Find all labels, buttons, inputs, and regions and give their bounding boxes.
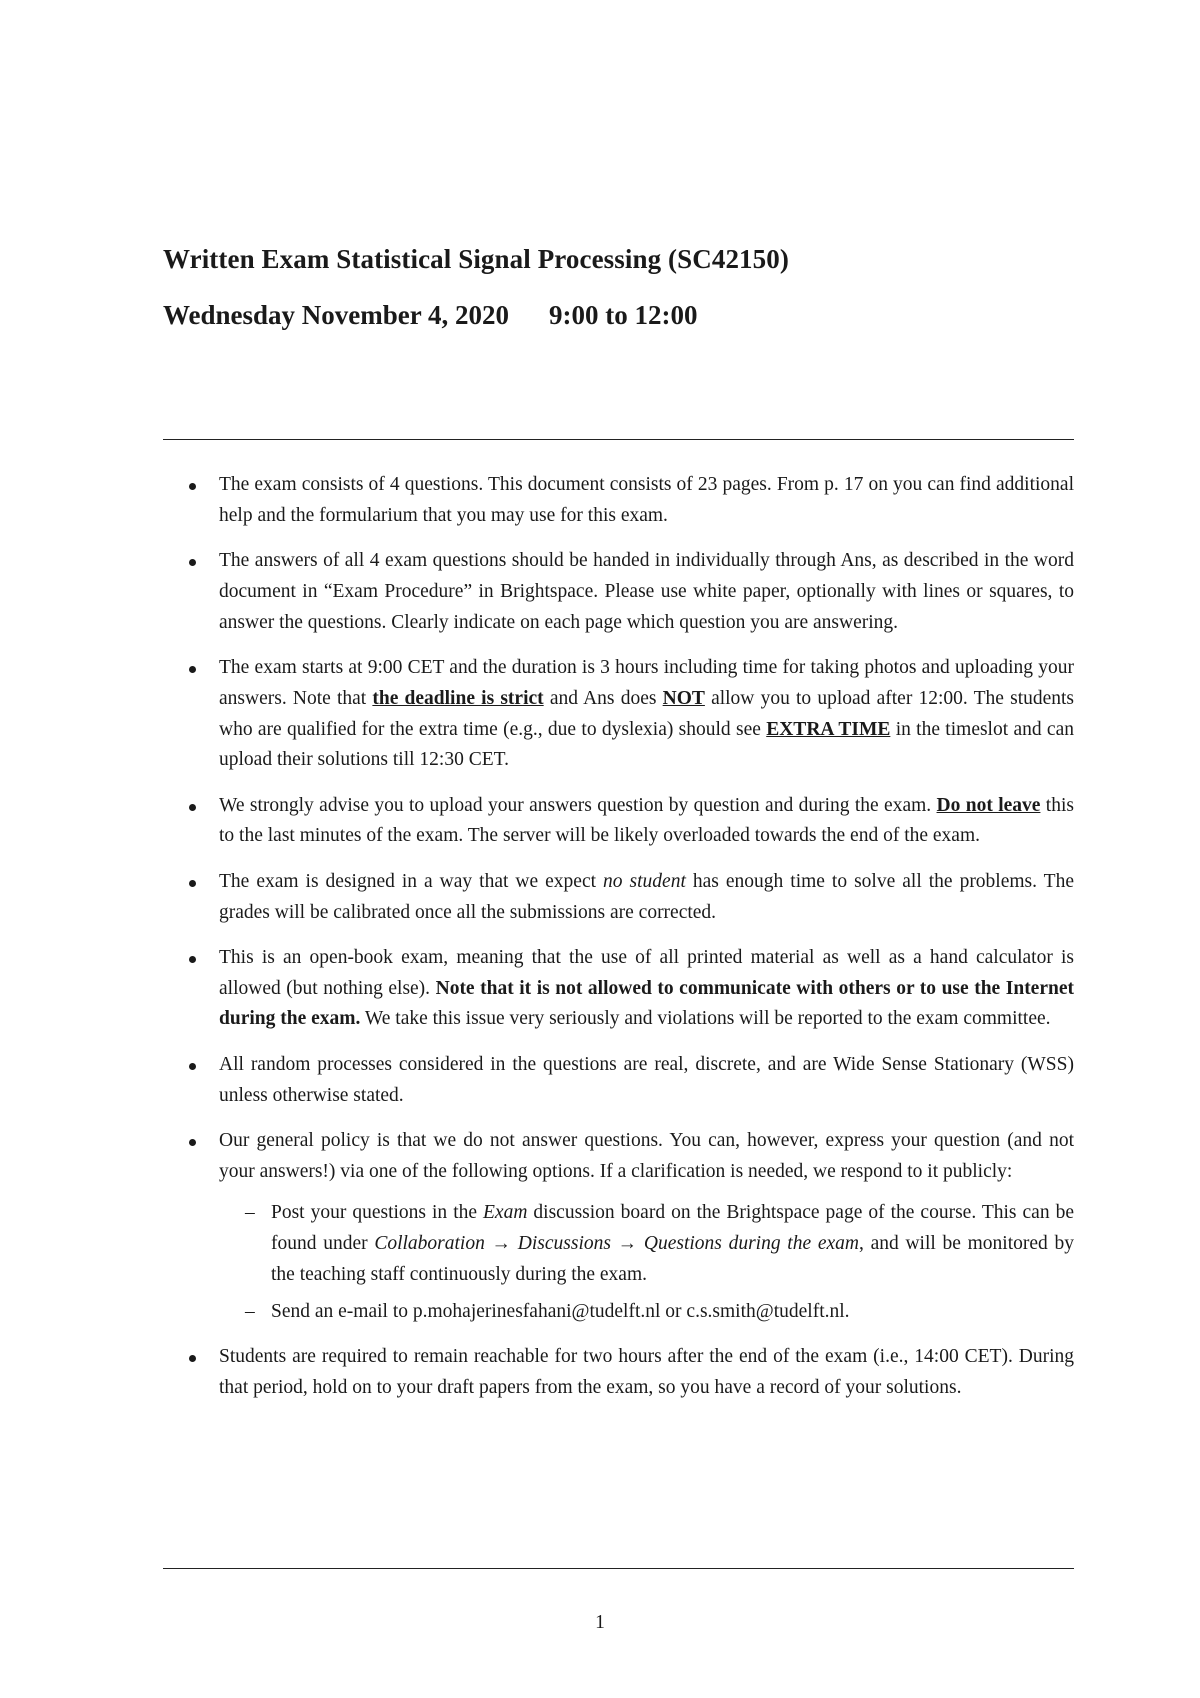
item-text: and Ans does [543, 687, 663, 709]
instruction-item-reachability [163, 1342, 1074, 1404]
instruction-item-open-book [163, 943, 1074, 1035]
item-text: The exam is designed in a way that we expect [219, 870, 604, 892]
page-title: Written Exam Statistical Signal Processing (SC42150) [163, 244, 789, 274]
bottom-divider [163, 1568, 1074, 1569]
instruction-item-exam-overview [163, 470, 1074, 532]
item-text: Students are required to remain reachable for two hours after the end of the exam (i.e., 14:00 CET). During that period, hold on to your draft papers from the exam, so you have a record of your solutions. [219, 1346, 1074, 1398]
bullet-icon [189, 559, 196, 566]
exam-time: 9:00 to 12:00 [549, 300, 698, 330]
instruction-item-timing [163, 653, 1074, 776]
contact-option-discussion-board [219, 1198, 1074, 1290]
contact-option-email [219, 1297, 1074, 1328]
dash-icon: – [245, 1202, 255, 1224]
item-text: this to the last minutes of the exam. The server will be likely overloaded towards the end of the exam. [219, 794, 1074, 847]
item-text: , and will be monitored by the teaching staff continuously during the exam. [271, 1233, 1074, 1286]
bullet-icon [189, 880, 196, 887]
item-text: has enough time to solve all the problems. The grades will be calibrated once all the submissions are corrected. [219, 870, 1074, 923]
bullet-icon [189, 1063, 196, 1070]
navigation-path: Collaboration → Discussions → Questions during the exam [374, 1233, 859, 1255]
top-divider [163, 439, 1074, 440]
instruction-item-questions-policy [163, 1126, 1074, 1328]
no-student-emphasis: no student [603, 870, 686, 892]
item-text: allow you to upload after 12:00. The students who are qualified for the extra time (e.g., due to dyslexia) should see [219, 687, 1075, 740]
bullet-icon [189, 956, 196, 963]
instruction-list [163, 470, 1074, 1404]
item-text: in the timeslot and can upload their solutions till 12:30 CET. [219, 718, 1074, 771]
bullet-icon [189, 666, 196, 673]
bullet-icon [189, 804, 196, 811]
exam-date-time [163, 300, 698, 331]
instruction-item-exam-design [163, 867, 1074, 929]
bullet-icon [189, 483, 196, 490]
item-text: The answers of all 4 exam questions should be handed in individually through Ans, as described in the word document in “Exam Procedure” in Brightspace. Please use white paper, optionally with lines or squares, to answer the questions. Clearly indicate on each page which question you are answering. [219, 550, 1074, 633]
not-emphasis: NOT [662, 687, 705, 709]
exam-date: Wednesday November 4, 2020 [163, 300, 510, 330]
instruction-item-submission [163, 546, 1074, 638]
instruction-item-random-processes [163, 1050, 1074, 1112]
instruction-item-upload-advice [163, 791, 1074, 853]
bullet-icon [189, 1355, 196, 1362]
communication-rule-emphasis: Note that it is not allowed to communicate with others or to use the Internet during the exam. [219, 977, 1074, 1030]
deadline-emphasis: the deadline is strict [372, 687, 544, 709]
item-text: We take this issue very seriously and violations will be reported to the exam committee. [360, 1008, 1051, 1030]
item-text: Post your questions in the [271, 1202, 484, 1224]
item-text: The exam starts at 9:00 CET and the duration is 3 hours including time for taking photos and uploading your answers. Note that [219, 656, 1074, 709]
exam-board-name: Exam [483, 1202, 528, 1224]
item-text: This is an open-book exam, meaning that the use of all printed material as well as a hand calculator is allowed (but nothing else). [219, 946, 1074, 999]
do-not-leave-emphasis: Do not leave [936, 794, 1041, 816]
item-text: Our general policy is that we do not answer questions. You can, however, express your question (and not your answers!) via one of the following options. If a clarification is needed, we respond to it publicly: [219, 1129, 1074, 1182]
item-text: Send an e-mail to p.mohajerinesfahani@tudelft.nl or c.s.smith@tudelft.nl. [271, 1300, 850, 1322]
item-text: discussion board on the Brightspace page of the course. This can be found under [271, 1202, 1074, 1255]
item-text: We strongly advise you to upload your answers question by question and during the exam. [219, 794, 937, 816]
dash-icon: – [245, 1300, 255, 1322]
item-text: All random processes considered in the questions are real, discrete, and are Wide Sense Stationary (WSS) unless otherwise stated. [219, 1053, 1074, 1106]
extra-time-emphasis: EXTRA TIME [766, 718, 891, 740]
contact-options-list [219, 1198, 1074, 1327]
item-text: The exam consists of 4 questions. This document consists of 23 pages. From p. 17 on you can find additional help and the formularium that you may use for this exam. [219, 474, 1074, 526]
instructions [163, 470, 1074, 1418]
page-number: 1 [595, 1612, 605, 1633]
bullet-icon [189, 1139, 196, 1146]
